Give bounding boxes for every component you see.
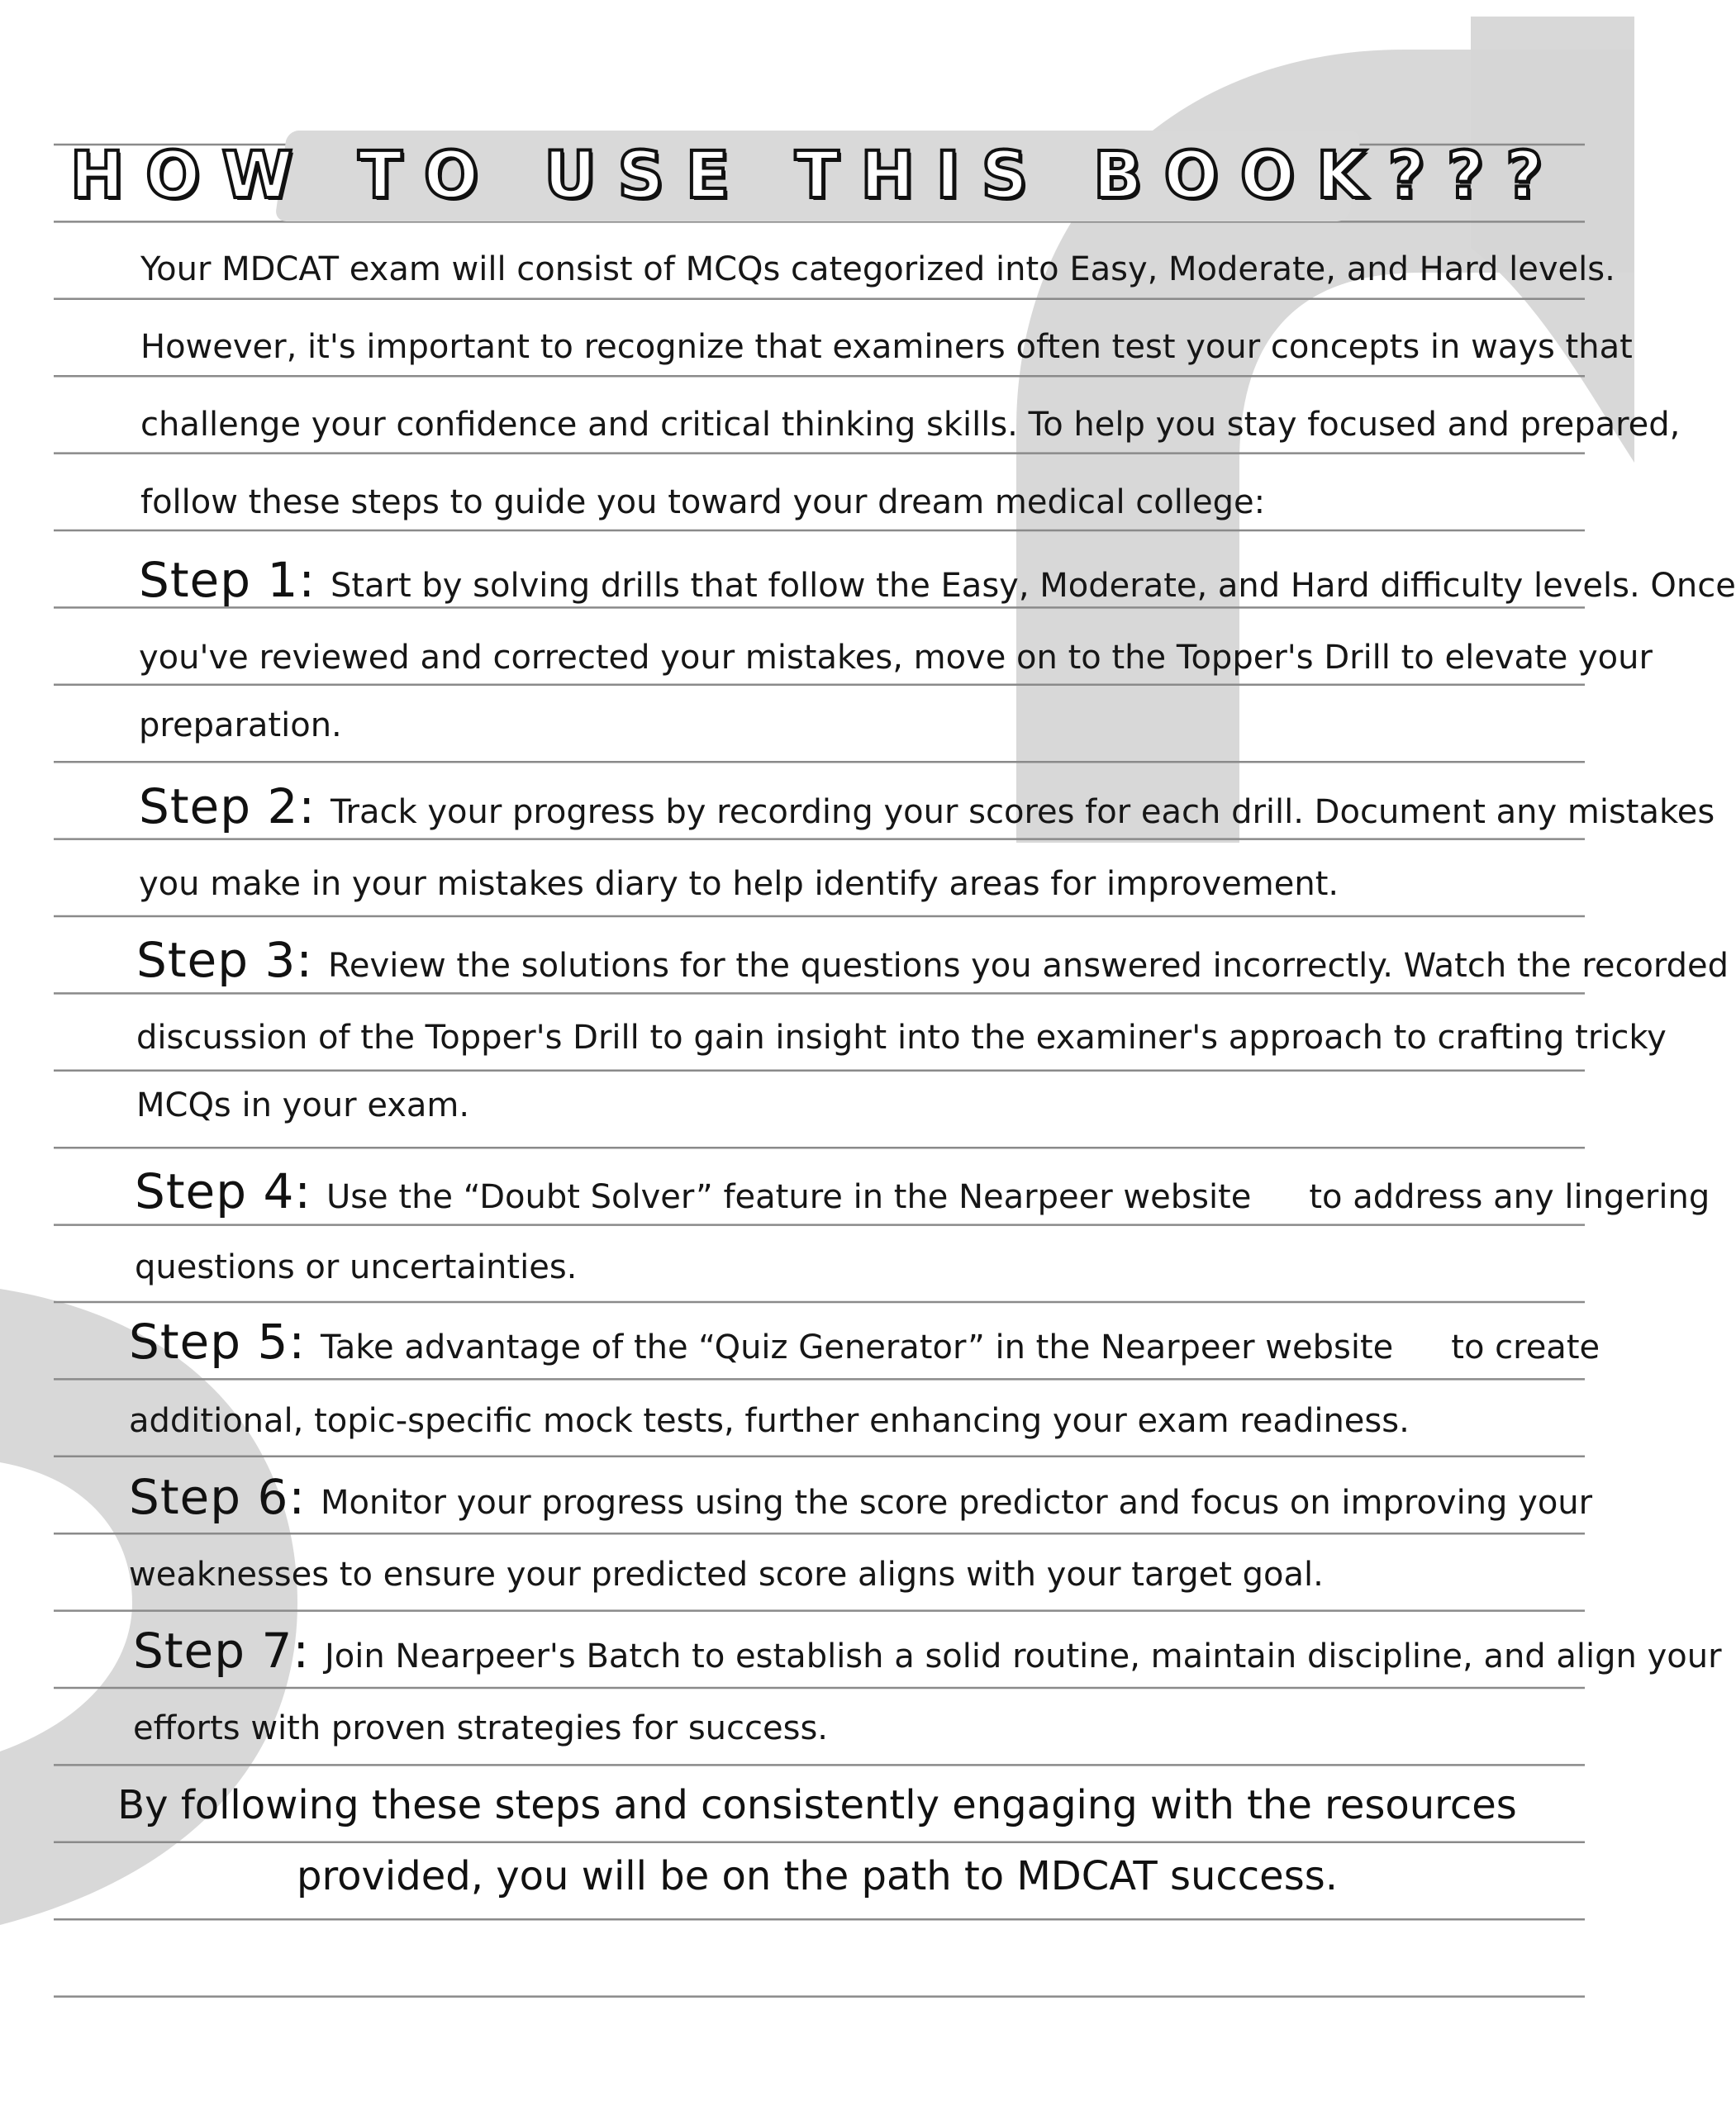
step-5-text-2: to create <box>1451 1328 1600 1366</box>
step-3-line-3: MCQs in your exam. <box>136 1086 470 1124</box>
step-6-line-1 <box>129 1469 1593 1525</box>
step-5-line-2: additional, topic-specific mock tests, further enhancing your exam readiness. <box>129 1402 1410 1440</box>
step-1-line-1 <box>139 552 1736 608</box>
step-7-line-2: efforts with proven strategies for success. <box>133 1709 829 1747</box>
step-1-line-2: you've reviewed and corrected your mistakes, move on to the Topper's Drill to elevate your <box>139 639 1653 677</box>
intro-line-1: Your MDCAT exam will consist of MCQs categorized into Easy, Moderate, and Hard levels. <box>140 250 1615 288</box>
step-6-label: Step 6: <box>129 1469 306 1525</box>
step-4-line-1 <box>135 1163 1710 1219</box>
page-title: HOW TO USE THIS BOOK??? <box>69 139 1565 213</box>
step-2-line-1 <box>139 778 1715 834</box>
step-4-text-2: to address any lingering <box>1309 1178 1710 1216</box>
step-2-label: Step 2: <box>139 778 316 834</box>
step-7-line-1 <box>133 1623 1722 1679</box>
step-3-text-1: Review the solutions for the questions you answered incorrectly. Watch the recorded <box>327 947 1729 985</box>
step-6-line-2: weaknesses to ensure your predicted score aligns with your target goal. <box>129 1556 1324 1594</box>
step-4-line-2: questions or uncertainties. <box>135 1248 578 1286</box>
intro-line-4: follow these steps to guide you toward your dream medical college: <box>140 483 1266 521</box>
step-2-line-2: you make in your mistakes diary to help identify areas for improvement. <box>139 865 1339 903</box>
intro-line-2: However, it's important to recognize that examiners often test your concepts in ways that <box>140 328 1633 366</box>
step-5-label: Step 5: <box>129 1314 306 1370</box>
step-5-line-1 <box>129 1314 1600 1370</box>
step-1-label: Step 1: <box>139 552 316 608</box>
step-1-line-3: preparation. <box>139 706 342 744</box>
step-7-text-1: Join Nearpeer's Batch to establish a solid routine, maintain discipline, and align your <box>324 1637 1722 1675</box>
step-2-text-1: Track your progress by recording your scores for each drill. Document any mistakes <box>330 793 1715 831</box>
step-3-line-1 <box>136 932 1729 988</box>
step-3-line-2: discussion of the Topper's Drill to gain insight into the examiner's approach to crafting tricky <box>136 1019 1667 1057</box>
step-5-text-1: Take advantage of the “Quiz Generator” in the Nearpeer website <box>320 1328 1394 1366</box>
step-1-text-1: Start by solving drills that follow the Easy, Moderate, and Hard difficulty levels. Once <box>330 567 1736 605</box>
intro-line-3: challenge your confidence and critical thinking skills. To help you stay focused and prepared, <box>140 406 1681 444</box>
step-3-label: Step 3: <box>136 932 313 988</box>
closing-line-2: provided, you will be on the path to MDCAT success. <box>297 1853 1338 1899</box>
title-banner <box>0 131 1634 221</box>
step-6-text-1: Monitor your progress using the score predictor and focus on improving your <box>320 1484 1593 1522</box>
step-4-text-1: Use the “Doubt Solver” feature in the Nearpeer website <box>326 1178 1252 1216</box>
step-4-label: Step 4: <box>135 1163 312 1219</box>
closing-line-1: By following these steps and consistently engaging with the resources <box>117 1782 1517 1828</box>
step-7-label: Step 7: <box>133 1623 310 1679</box>
